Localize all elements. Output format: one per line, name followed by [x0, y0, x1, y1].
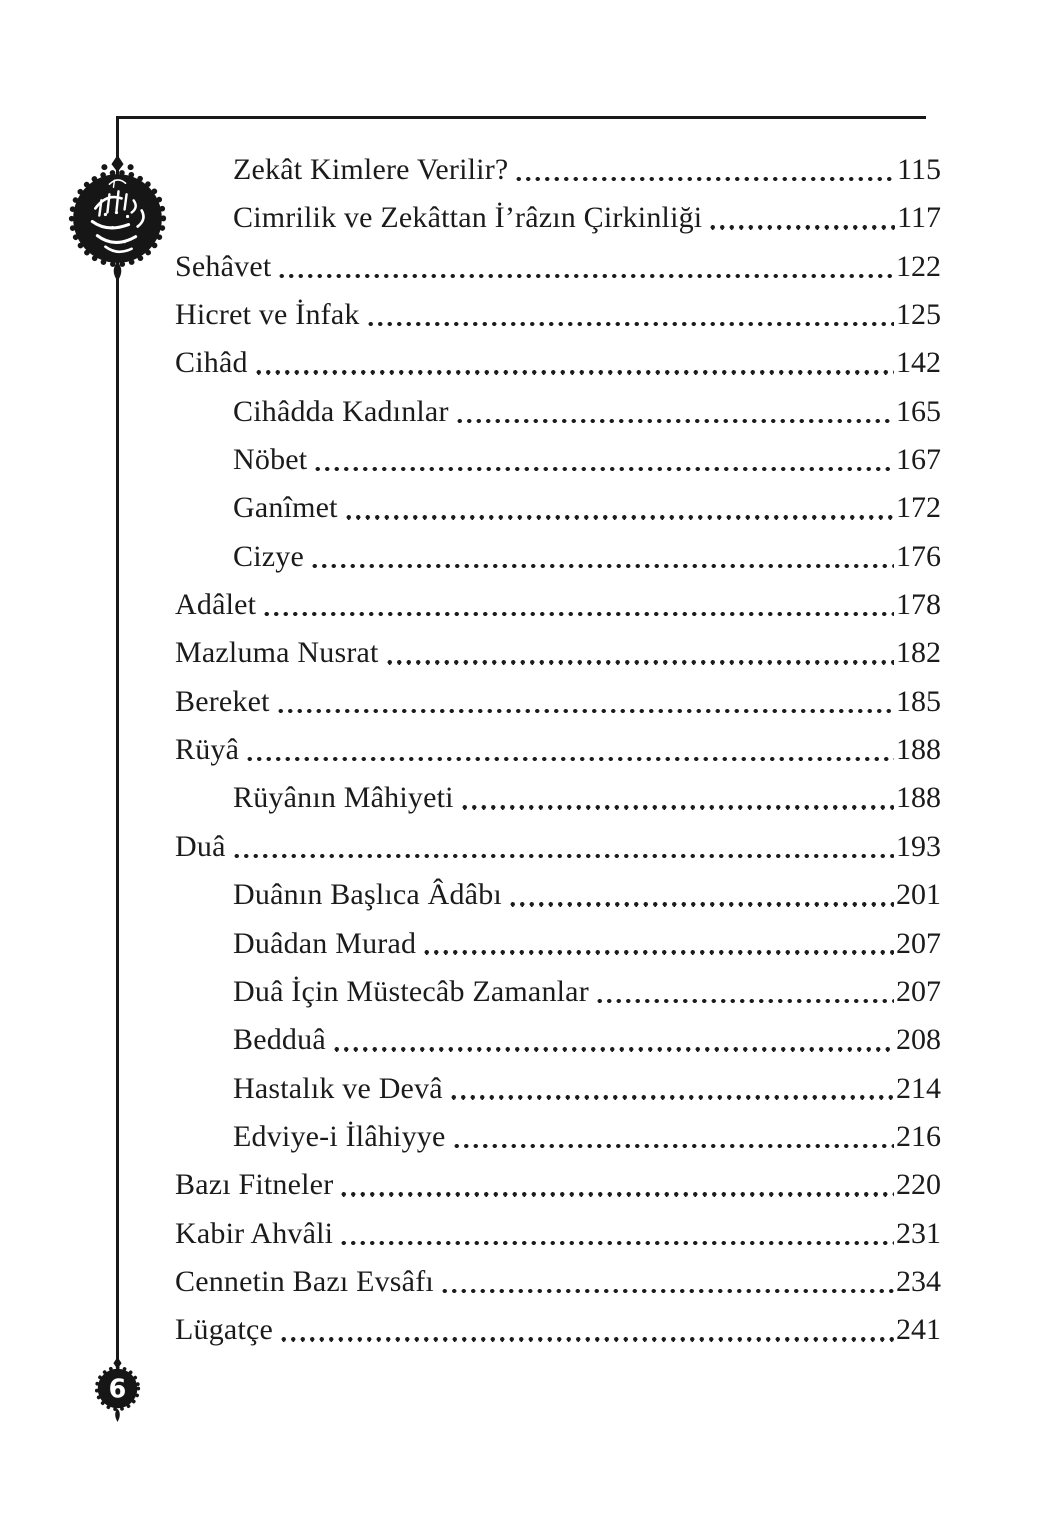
toc-entry-title: Zekât Kimlere Verilir? — [233, 153, 509, 186]
dot-leader — [277, 274, 894, 278]
toc-entry-title: Bazı Fitneler — [175, 1168, 334, 1202]
dot-leader — [514, 177, 895, 181]
toc-entry-title: Duâ İçin Müstecâb Zamanlar — [233, 974, 589, 1008]
toc-entry-title: Adâlet — [175, 588, 257, 622]
dot-leader — [508, 902, 894, 906]
dot-leader — [344, 515, 894, 519]
dot-leader — [262, 612, 894, 616]
toc-entry-title: Duâdan Murad — [233, 926, 417, 960]
toc-entry — [175, 484, 941, 532]
page-number: 6 — [108, 1373, 127, 1404]
toc-entry-page-number: 220 — [896, 1168, 941, 1202]
border-rule-top — [116, 116, 926, 119]
toc-entry-page-number: 115 — [897, 153, 941, 186]
toc-entry — [175, 1306, 941, 1354]
toc-entry — [175, 774, 941, 822]
arabic-calligraphy-medallion-icon — [67, 154, 168, 282]
dot-leader — [460, 805, 894, 809]
toc-entry-title: Lügatçe — [175, 1313, 274, 1347]
dot-leader — [455, 419, 894, 423]
toc-entry-page-number: 231 — [896, 1216, 941, 1250]
dot-leader — [595, 999, 894, 1003]
toc-entry — [175, 823, 941, 871]
toc-entry-page-number: 201 — [896, 878, 941, 912]
toc-entry — [175, 1258, 941, 1306]
dot-leader — [339, 1241, 894, 1245]
toc-entry — [175, 581, 941, 629]
toc-entry — [175, 678, 941, 726]
toc-entry-title: Hastalık ve Devâ — [233, 1071, 443, 1105]
toc-entry-page-number: 172 — [896, 491, 941, 525]
toc-entry — [175, 1210, 941, 1258]
toc-entry-page-number: 165 — [896, 394, 941, 428]
toc-entry-title: Mazluma Nusrat — [175, 636, 379, 670]
dot-leader — [366, 322, 894, 326]
toc-entry-title: Nöbet — [233, 443, 308, 477]
toc-entry-page-number: 182 — [896, 636, 941, 670]
toc-entry-title: Sehâvet — [175, 249, 272, 283]
toc-entry-title: Cizye — [233, 539, 304, 573]
dot-leader — [422, 950, 894, 954]
dot-leader — [279, 1337, 894, 1341]
toc-entry — [175, 1161, 941, 1209]
toc-entry-title: Cihâdda Kadınlar — [233, 394, 449, 428]
dot-leader — [385, 660, 894, 664]
toc-entry-page-number: 125 — [896, 298, 941, 332]
toc-entry-title: Cihâd — [175, 346, 248, 380]
toc-entry-page-number: 178 — [896, 588, 941, 622]
dot-leader — [232, 854, 894, 858]
toc-entry-page-number: 188 — [896, 733, 941, 767]
toc-entry-page-number: 241 — [896, 1313, 941, 1347]
table-of-contents — [175, 146, 941, 1355]
toc-entry — [175, 436, 941, 484]
toc-entry — [175, 1016, 941, 1064]
toc-entry-page-number: 193 — [896, 829, 941, 863]
toc-entry-page-number: 185 — [896, 684, 941, 718]
toc-entry — [175, 1113, 941, 1161]
toc-entry — [175, 146, 941, 194]
toc-entry-page-number: 208 — [896, 1023, 941, 1057]
toc-entry-title: Duânın Başlıca Âdâbı — [233, 878, 502, 912]
toc-entry-title: Cimrilik ve Zekâttan İ’râzın Çirkinliği — [233, 201, 703, 235]
dot-leader — [245, 757, 894, 761]
toc-entry — [175, 968, 941, 1016]
toc-entry-page-number: 234 — [896, 1264, 941, 1298]
dot-leader — [313, 467, 894, 471]
dot-leader — [449, 1095, 894, 1099]
toc-entry-title: Cennetin Bazı Evsâfı — [175, 1264, 434, 1298]
dot-leader — [254, 370, 894, 374]
toc-entry-title: Rüyâ — [175, 733, 240, 767]
dot-leader — [452, 1144, 895, 1148]
toc-entry-title: Bedduâ — [233, 1023, 326, 1057]
toc-entry-page-number: 207 — [896, 926, 941, 960]
border-rule-left — [116, 116, 119, 1360]
toc-entry-title: Hicret ve İnfak — [175, 298, 360, 332]
toc-entry — [175, 291, 941, 339]
toc-entry-page-number: 216 — [896, 1119, 941, 1153]
toc-entry — [175, 339, 941, 387]
toc-entry — [175, 920, 941, 968]
toc-entry-page-number: 142 — [896, 346, 941, 380]
dot-leader — [276, 709, 894, 713]
toc-entry — [175, 726, 941, 774]
dot-leader — [339, 1192, 894, 1196]
toc-entry-title: Bereket — [175, 684, 270, 718]
toc-entry-title: Rüyânın Mâhiyeti — [233, 781, 454, 815]
dot-leader — [310, 564, 894, 568]
toc-entry-page-number: 207 — [896, 974, 941, 1008]
toc-entry-title: Edviye-i İlâhiyye — [233, 1119, 446, 1153]
toc-entry — [175, 629, 941, 677]
dot-leader — [332, 1047, 894, 1051]
toc-entry-title: Kabir Ahvâli — [175, 1216, 334, 1250]
toc-entry — [175, 871, 941, 919]
toc-entry-title: Ganîmet — [233, 491, 338, 525]
toc-entry — [175, 388, 941, 436]
toc-entry — [175, 533, 941, 581]
toc-entry — [175, 243, 941, 291]
dot-leader — [440, 1289, 894, 1293]
toc-entry-page-number: 214 — [896, 1071, 941, 1105]
toc-entry-page-number: 122 — [896, 249, 941, 283]
toc-entry — [175, 1065, 941, 1113]
toc-entry-page-number: 117 — [897, 201, 941, 235]
dot-leader — [708, 225, 895, 229]
toc-entry-page-number: 167 — [896, 443, 941, 477]
toc-entry-title: Duâ — [175, 829, 226, 863]
toc-entry-page-number: 188 — [896, 781, 941, 815]
toc-entry-page-number: 176 — [896, 539, 941, 573]
page-number-badge — [89, 1356, 146, 1423]
toc-entry — [175, 194, 941, 242]
